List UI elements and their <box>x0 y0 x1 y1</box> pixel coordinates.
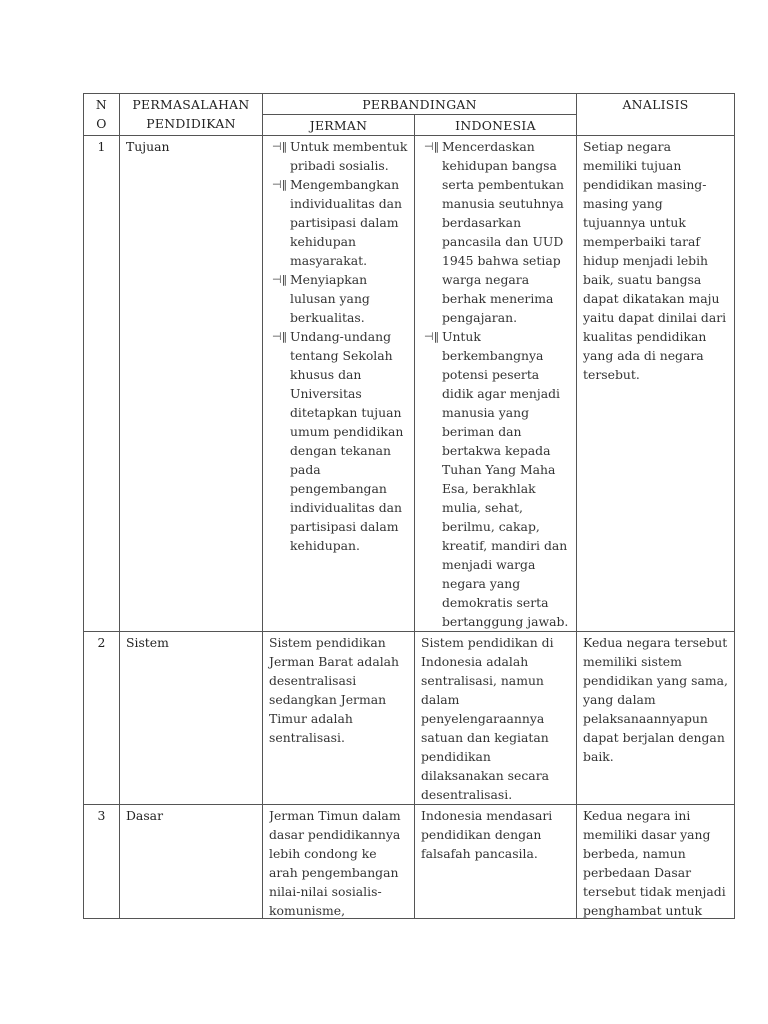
table-header-row <box>84 94 735 115</box>
row-number: 2 <box>84 632 120 805</box>
list-item-text: Mengembangkan individualitas dan partisipasi dalam kehidupan masyarakat. <box>290 177 402 268</box>
row-topic: Sistem <box>120 632 263 805</box>
list-item <box>269 327 408 555</box>
header-jerman: JERMAN <box>263 115 415 136</box>
header-permasalahan-line1: PERMASALAHAN <box>132 97 250 112</box>
analisis-cell: Setiap negara memiliki tujuan pendidikan masing-masing yang tujuannya untuk memperbaiki taraf hidup menjadi lebih baik, suatu bangsa dapat dikatakan maju yaitu dapat dinilai dari kualitas pendidikan yang ada di negara tersebut. <box>577 136 735 632</box>
comparison-table <box>83 93 735 919</box>
row-number: 1 <box>84 136 120 632</box>
header-indonesia: INDONESIA <box>415 115 577 136</box>
table-row <box>84 136 735 632</box>
header-no-line1: N <box>95 97 108 112</box>
indonesia-cell-text: Indonesia mendasari pendidikan dengan falsafah pancasila. <box>421 808 553 861</box>
analisis-cell-text: Kedua negara ini memiliki dasar yang berbeda, namun perbedaan Dasar tersebut tidak menjadi penghambat untuk <box>583 808 726 918</box>
jerman-cell: Sistem pendidikan Jerman Barat adalah desentralisasi sedangkan Jerman Timur adalah sentralisasi. <box>263 632 415 805</box>
list-item-text: Untuk berkembangnya potensi peserta didik agar menjadi manusia yang beriman dan bertakwa kepada Tuhan Yang Maha Esa, berakhlak mulia, sehat, berilmu, cakap, kreatif, mandiri dan menjadi warga negara yang demokratis serta bertanggung jawab. <box>442 329 569 629</box>
header-analisis: ANALISIS <box>577 94 735 136</box>
header-no <box>84 94 120 136</box>
table-row <box>84 632 735 805</box>
list-item <box>269 175 408 270</box>
header-perbandingan: PERBANDINGAN <box>263 94 577 115</box>
row-number: 3 <box>84 805 120 919</box>
row-topic: Tujuan <box>120 136 263 632</box>
jerman-cell <box>263 805 415 919</box>
table-row <box>84 805 735 919</box>
analisis-cell <box>577 805 735 919</box>
indonesia-cell: Sistem pendidikan di Indonesia adalah sentralisasi, namun dalam penyelengaraannya satuan dan kegiatan pendidikan dilaksanakan secara desentralisasi. <box>415 632 577 805</box>
list-item-text: Undang-undang tentang Sekolah khusus dan Universitas ditetapkan tujuan umum pendidikan dengan tekanan pada pengembangan individualitas dan partisipasi dalam kehidupan. <box>290 329 404 553</box>
list-item <box>269 137 408 175</box>
header-permasalahan-line2: PENDIDIKAN <box>146 116 236 131</box>
indonesia-cell <box>415 136 577 632</box>
row-topic: Dasar <box>120 805 263 919</box>
list-item <box>269 270 408 327</box>
list-item-text: Mencerdaskan kehidupan bangsa serta pembentukan manusia seutuhnya berdasarkan pancasila dan UUD 1945 bahwa setiap warga negara berhak menerima pengajaran. <box>442 139 565 325</box>
list-item-text: Untuk membentuk pribadi sosialis. <box>290 139 408 173</box>
indonesia-cell <box>415 805 577 919</box>
jerman-cell <box>263 136 415 632</box>
header-no-line2: O <box>96 116 107 131</box>
list-item <box>421 137 570 327</box>
list-item-text: Menyiapkan lulusan yang berkualitas. <box>290 272 370 325</box>
bullet-icon: ⊣‖ <box>424 140 440 153</box>
bullet-icon: ⊣‖ <box>424 330 440 343</box>
bullet-icon: ⊣‖ <box>272 178 288 191</box>
list-item <box>421 327 570 631</box>
jerman-cell-text: Jerman Timun dalam dasar pendidikannya lebih condong ke arah pengembangan nilai-nilai sosialis-komunisme, <box>269 808 401 918</box>
analisis-cell: Kedua negara tersebut memiliki sistem pendidikan yang sama, yang dalam pelaksanaannyapun dapat berjalan dengan baik. <box>577 632 735 805</box>
bullet-icon: ⊣‖ <box>272 330 288 343</box>
bullet-icon: ⊣‖ <box>272 273 288 286</box>
header-permasalahan <box>120 94 263 136</box>
bullet-icon: ⊣‖ <box>272 140 288 153</box>
